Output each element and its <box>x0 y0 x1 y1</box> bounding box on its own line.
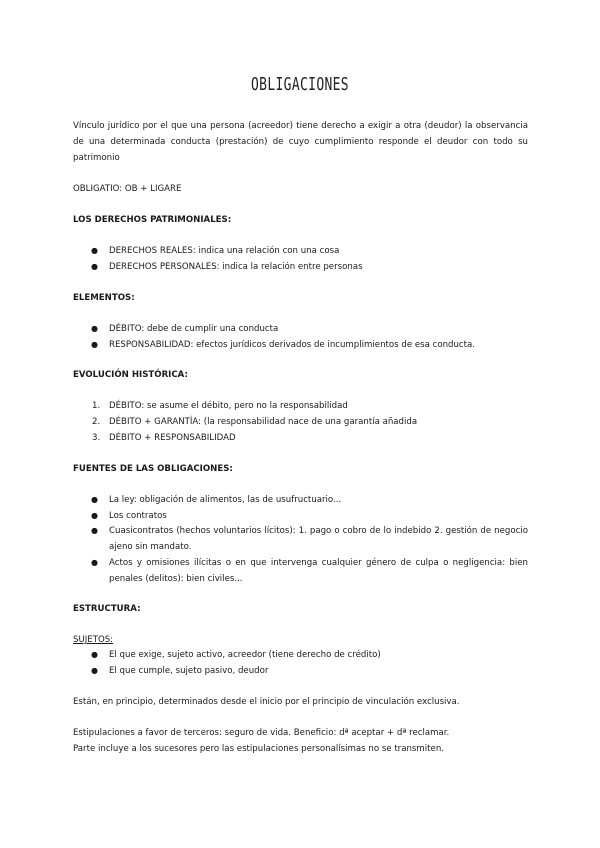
bullet-icon: ● <box>91 340 98 349</box>
evolucion-heading: EVOLUCIÓN HISTÓRICA: <box>73 370 188 380</box>
bullet-icon: ● <box>91 511 98 520</box>
bullet-icon: ● <box>91 495 98 504</box>
list-item: DERECHOS REALES: indica una relación con una cosa <box>109 246 340 256</box>
list-item: DERECHOS PERSONALES: indica la relación entre personas <box>109 262 363 272</box>
list-item: El que exige, sujeto activo, acreedor (tiene derecho de crédito) <box>109 650 381 660</box>
list-item: Los contratos <box>109 511 167 521</box>
list-item: RESPONSABILIDAD: efectos jurídicos derivados de incumplimientos de esa conducta. <box>109 340 476 350</box>
page-title: OBLIGACIONES <box>251 74 349 95</box>
list-item: Actos y omisiones ilícitas o en que intervenga cualquier género de culpa o negligencia: bien penales (delitos): bien civiles... <box>109 558 528 584</box>
derechos-heading: LOS DERECHOS PATRIMONIALES: <box>73 215 232 225</box>
list-item: El que cumple, sujeto pasivo, deudor <box>109 666 269 676</box>
list-number: 1. <box>92 401 101 411</box>
determinados-paragraph: Están, en principio, determinados desde el inicio por el principio de vinculación exclusiva. <box>73 697 460 707</box>
bullet-icon: ● <box>91 262 98 271</box>
estipulaciones-line-2: Parte incluye a los sucesores pero las estipulaciones personalísimas no se transmiten. <box>73 744 445 754</box>
bullet-icon: ● <box>91 246 98 255</box>
list-item: DÉBITO: se asume el débito, pero no la responsabilidad <box>109 401 348 411</box>
etymology-line: OBLIGATIO: OB + LIGARE <box>73 184 182 194</box>
list-item: DÉBITO + RESPONSABILIDAD <box>109 433 236 443</box>
list-item: DÉBITO: debe de cumplir una conducta <box>109 324 279 334</box>
estipulaciones-line-1: Estipulaciones a favor de terceros: seguro de vida. Beneficio: dª aceptar + dª reclamar. <box>73 728 450 738</box>
bullet-icon: ● <box>91 650 98 659</box>
list-number: 2. <box>92 417 101 427</box>
sujetos-heading: SUJETOS: <box>73 635 114 645</box>
estructura-heading: ESTRUCTURA: <box>73 604 141 614</box>
bullet-icon: ● <box>91 324 98 333</box>
elementos-heading: ELEMENTOS: <box>73 293 135 303</box>
bullet-icon: ● <box>91 666 98 675</box>
fuentes-heading: FUENTES DE LAS OBLIGACIONES: <box>73 464 233 474</box>
bullet-icon: ● <box>91 558 98 567</box>
list-item: DÉBITO + GARANTÍA: (la responsabilidad nace de una garantía añadida <box>109 417 418 427</box>
intro-paragraph: Vínculo jurídico por el que una persona (acreedor) tiene derecho a exigir a otra (deudor) la observancia de una determinada conducta (prestación) de cuyo cumplimiento responde el deudor con todo su patrimonio <box>73 121 528 163</box>
list-item: La ley: obligación de alimentos, las de usufructuario... <box>109 495 342 505</box>
list-number: 3. <box>92 433 101 443</box>
list-item: Cuasicontratos (hechos voluntarios lícitos): 1. pago o cobro de lo indebido 2. gestión de negocio ajeno sin mandato. <box>109 526 528 552</box>
bullet-icon: ● <box>91 526 98 535</box>
